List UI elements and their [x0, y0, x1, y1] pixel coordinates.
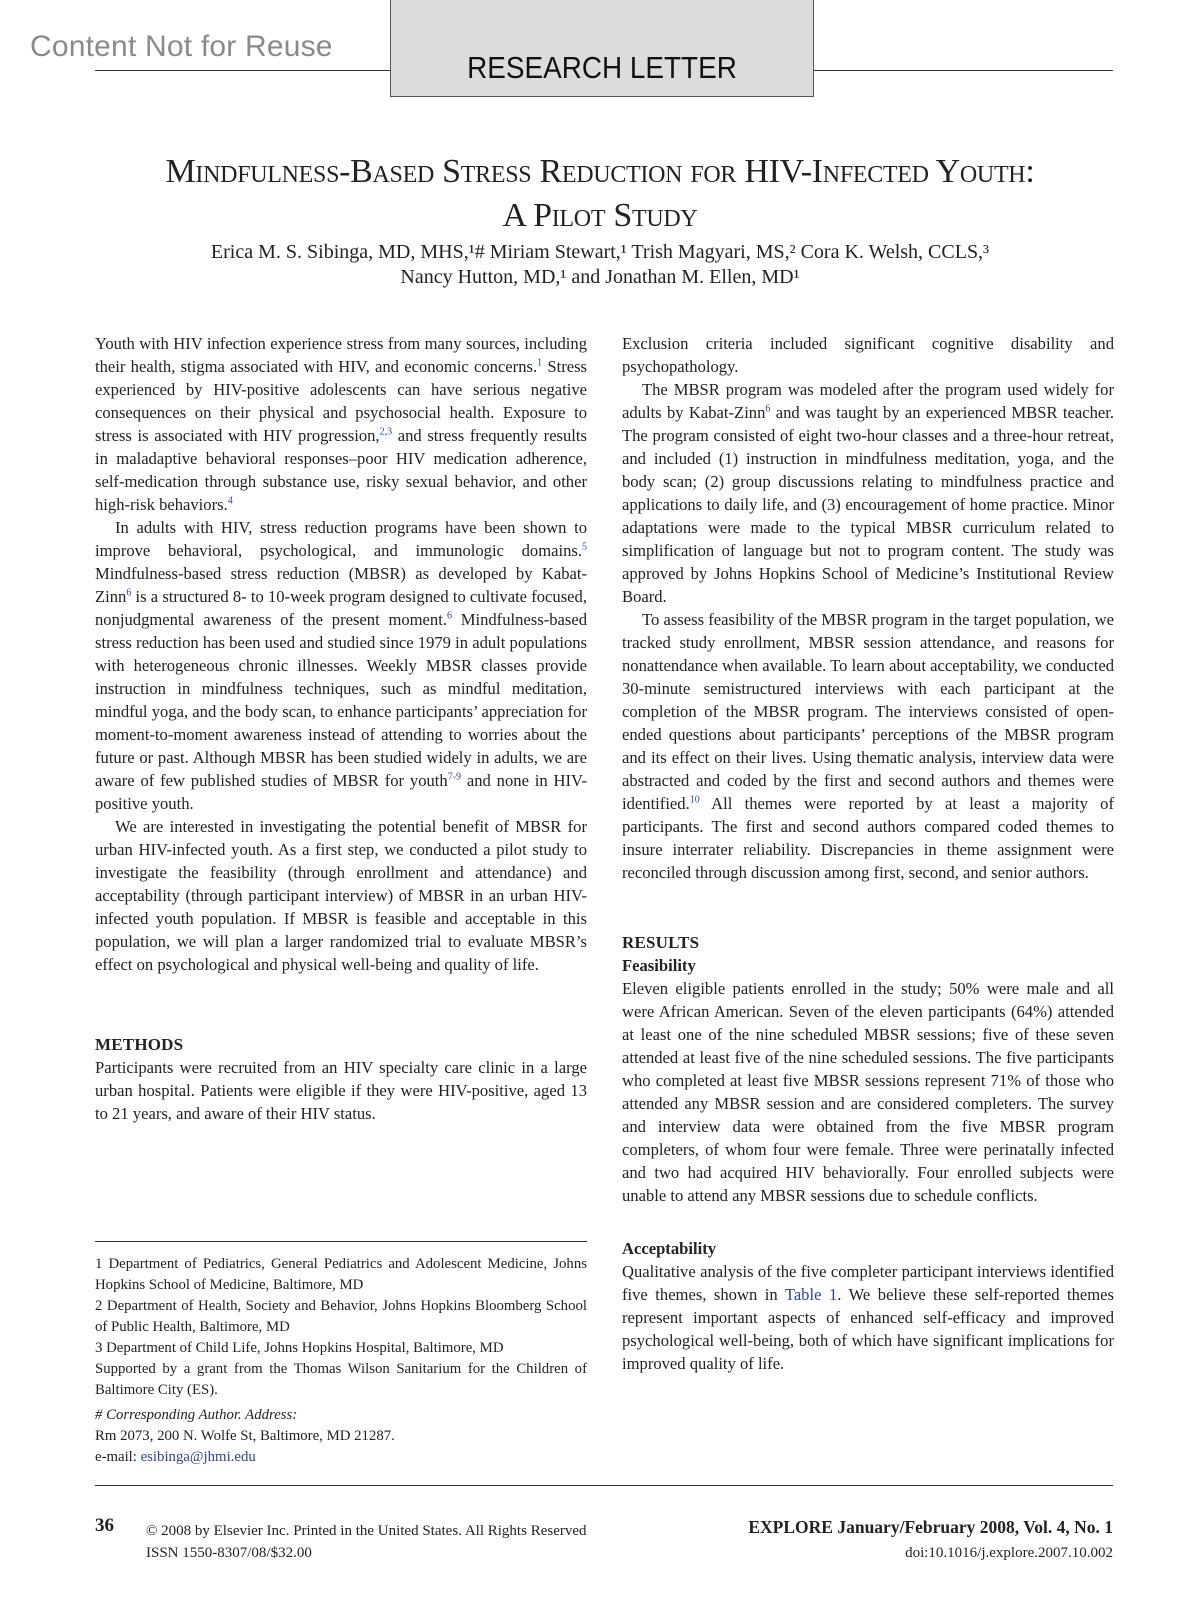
affiliation-2: 2 Department of Health, Society and Behavior, Johns Hopkins Bloomberg School of Public Health, Baltimore, MD: [95, 1298, 587, 1335]
corresponding-author-label: # Corresponding Author. Address:: [95, 1407, 298, 1423]
email-link[interactable]: esibinga@jhmi.edu: [140, 1449, 256, 1465]
author-list: [100, 240, 1100, 290]
authors-line-2: Nancy Hutton, MD,¹ and Jonathan M. Ellen, MD¹: [400, 266, 800, 288]
title-line-2: A Pilot Study: [502, 197, 698, 234]
paragraph-intro-3: We are interested in investigating the potential benefit of MBSR for urban HIV-infected youth. As a first step, we conducted a pilot study to investigate the feasibility (through enrollment and attendance) and acceptability (through participant interview) of MBSR in an urban HIV-infected youth population. If MBSR is feasible and acceptable in this population, we will plan a larger randomized trial to evaluate MBSR’s effect on psychological and physical well-being and quality of life.: [95, 817, 587, 974]
right-column: [622, 332, 1114, 1375]
methods-heading: METHODS: [95, 1035, 184, 1054]
watermark-text: Content Not for Reuse: [30, 30, 333, 63]
ref-sup[interactable]: 6: [446, 610, 452, 622]
copyright-line: © 2008 by Elsevier Inc. Printed in the United States. All Rights Reserved: [146, 1523, 587, 1539]
authors-line-1: Erica M. S. Sibinga, MD, MHS,¹# Miriam Stewart,¹ Trish Magyari, MS,² Cora K. Welsh, CCLS,³: [210, 241, 990, 263]
paragraph-intro-1: Youth with HIV infection experience stress from many sources, including their health, stigma associated with HIV, and economic concerns.$^1$ Stress experienced by HIV-positive adolescents can have serious negative consequences on their physical and psychosocial health. Exposure to stress is associated with HIV progression,$^{2,3}$ and stress frequently results in maladaptive behavioral responses–poor HIV medication adherence, self-medication through substance use, risky sexual behavior, and other high-risk behaviors.$^4$: [95, 334, 588, 514]
paragraph-exclusion: Exclusion criteria included significant cognitive disability and psychopathology.: [622, 334, 1114, 376]
footer-rule: [95, 1485, 1113, 1486]
paragraph-assessment: To assess feasibility of the MBSR program in the target population, we tracked study enrollment, MBSR session attendance, and reasons for nonattendance when available. To learn about acceptability, we conducted 30-minute semistructured interviews with each participant at the completion of the MBSR program. The interviews consisted of open-ended questions about participants’ perceptions of the MBSR program and its effect on their lives. Using thematic analysis, interview data were abstracted and coded by the first and second authors and themes were identified.$^{10}$ All themes were reported by at least a majority of participants. The first and second authors compared coded themes to insure interrater reliability. Discrepancies in theme assignment were reconciled through discussion among first, second, and senior authors.: [622, 610, 1114, 882]
ref-sup[interactable]: 6: [126, 587, 132, 599]
title-line-1: Mindfulness-Based Stress Reduction for HIV-Infected Youth:: [165, 153, 1035, 190]
paragraph-program: The MBSR program was modeled after the program used widely for adults by Kabat-Zinn$^6$ and was taught by an experienced MBSR teacher. The program consisted of eight two-hour classes and a three-hour retreat, and included (1) instruction in mindfulness meditation, yoga, and the body scan; (2) group discussions relating to mindfulness practice and applications to daily life, and (3) encouragement of home practice. Minor adaptations were made to the typical MBSR curriculum related to simplification of language but not to program content. The study was approved by Johns Hopkins School of Medicine’s Institutional Review Board.: [622, 380, 1114, 606]
header-rule-left: [95, 70, 390, 71]
copyright-block: [146, 1520, 587, 1564]
corresponding-address: Rm 2073, 200 N. Wolfe St, Baltimore, MD 21287.: [95, 1428, 395, 1444]
ref-sup[interactable]: 10: [689, 794, 700, 806]
paragraph-methods: Participants were recruited from an HIV specialty care clinic in a large urban hospital. Patients were eligible if they were HIV-positive, aged 13 to 21 years, and aware of their HIV status.: [95, 1058, 587, 1123]
journal-citation: EXPLORE January/February 2008, Vol. 4, No. 1: [748, 1517, 1113, 1537]
article-title: [100, 150, 1100, 238]
left-column: [95, 332, 587, 1125]
page-number: 36: [95, 1515, 114, 1536]
paragraph-feasibility: Eleven eligible patients enrolled in the study; 50% were male and all were African American. Seven of the eleven participants (64%) attended at least one of the nine scheduled MBSR sessions; five of these seven attended at least five of the nine scheduled sessions. The five participants who completed at least five MBSR sessions represent 71% of those who attended any MBSR session and are considered completers. The survey and interview data were obtained from the five MBSR program completers, of whom four were female. Three were perinatally infected and two had acquired HIV behaviorally. Four enrolled subjects were unable to attend any MBSR sessions due to schedule conflicts.: [622, 979, 1114, 1205]
ref-sup[interactable]: 1: [537, 357, 543, 369]
ref-sup[interactable]: 7-9: [447, 771, 462, 783]
paragraph-acceptability: Qualitative analysis of the five completer participant interviews identified five themes, shown in Table 1. We believe these self-reported themes represent important aspects of enhanced self-efficacy and improved psychological well-being, both of which have significant implications for improved quality of life.: [622, 1262, 1115, 1373]
ref-sup[interactable]: 4: [227, 495, 233, 507]
doi-line: doi:10.1016/j.explore.2007.10.002: [905, 1545, 1113, 1561]
table-1-link[interactable]: Table 1: [784, 1285, 838, 1304]
corresponding-email: e-mail: esibinga@jhmi.edu: [95, 1449, 256, 1465]
ref-sup[interactable]: 5: [582, 541, 587, 553]
feasibility-heading: Feasibility: [622, 956, 696, 975]
affiliation-1: 1 Department of Pediatrics, General Pediatrics and Adolescent Medicine, Johns Hopkins School of Medicine, Baltimore, MD: [95, 1256, 587, 1293]
results-heading: RESULTS: [622, 933, 700, 952]
issn-line: ISSN 1550-8307/08/$32.00: [146, 1545, 312, 1561]
footnotes: [95, 1254, 587, 1468]
footnote-rule: [95, 1241, 587, 1242]
affiliation-3: 3 Department of Child Life, Johns Hopkins Hospital, Baltimore, MD: [95, 1340, 504, 1356]
paragraph-intro-2: In adults with HIV, stress reduction programs have been shown to improve behavioral, psychological, and immunologic domains.$^5$ Mindfulness-based stress reduction (MBSR) as developed by Kabat-Zinn$^6$ is a structured 8- to 10-week program designed to cultivate focused, nonjudgmental awareness of the present moment.$^6$ Mindfulness-based stress reduction has been used and studied since 1979 in adult populations with heterogeneous chronic illnesses. Weekly MBSR classes provide instruction in mindfulness techniques, such as mindful meditation, mindful yoga, and the body scan, to enhance participants’ appreciation for moment-to-moment awareness instead of attending to worries about the future or past. Although MBSR has been studied widely in adults, we are aware of few published studies of MBSR for youth$^{7-9}$ and none in HIV-positive youth.: [95, 518, 588, 813]
acceptability-heading: Acceptability: [622, 1239, 717, 1258]
ref-sup[interactable]: 6: [765, 403, 771, 415]
header-rule-right: [814, 70, 1113, 71]
funding-note: Supported by a grant from the Thomas Wilson Sanitarium for the Children of Baltimore City (ES).: [95, 1361, 587, 1398]
section-label: RESEARCH LETTER: [467, 50, 737, 85]
ref-sup[interactable]: 2,3: [379, 426, 393, 438]
